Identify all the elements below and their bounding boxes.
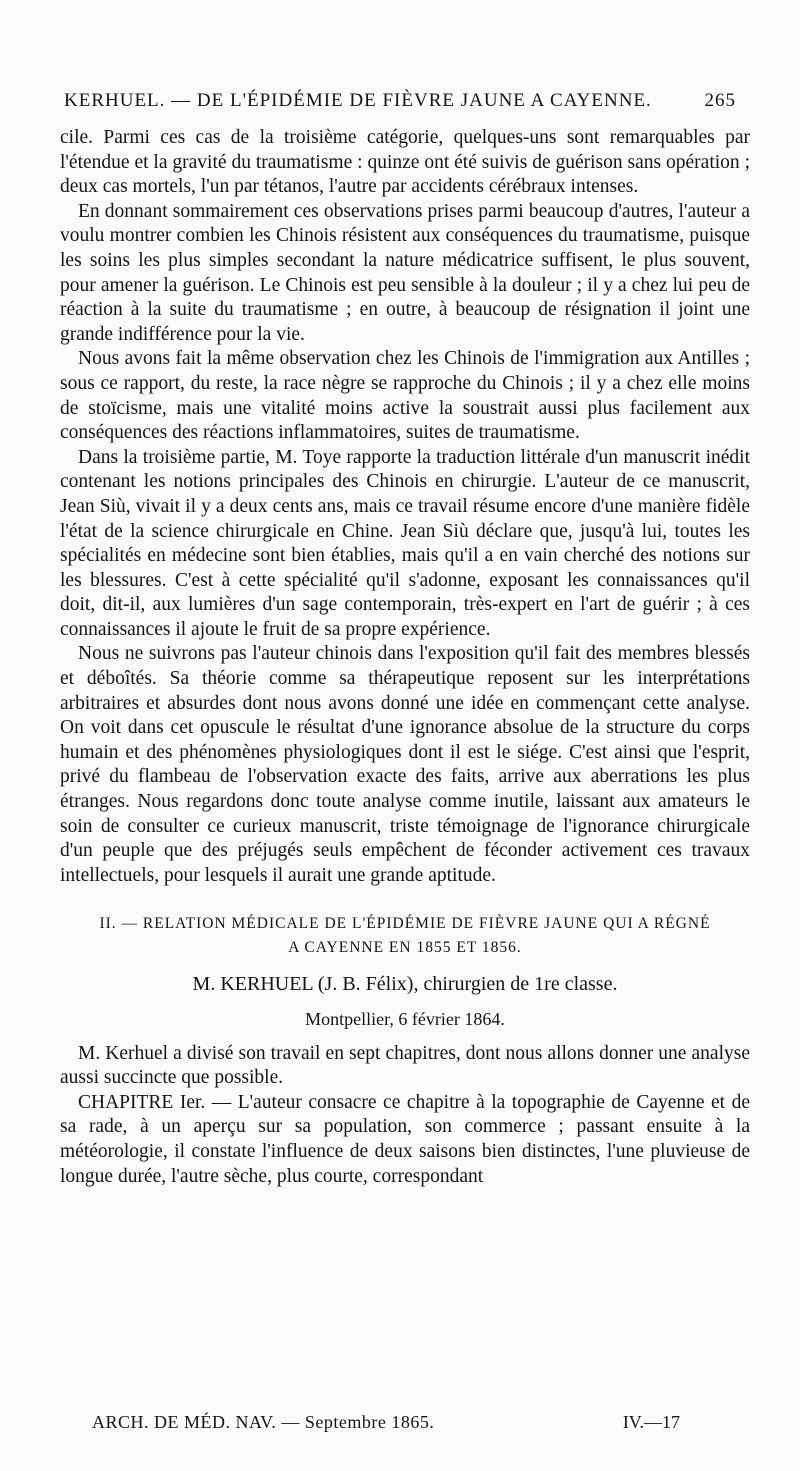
header-title: KERHUEL. — DE L'ÉPIDÉMIE DE FIÈVRE JAUNE A CAYENNE. (64, 90, 652, 111)
paragraph-7: CHAPITRE Ier. — L'auteur consacre ce chapitre à la topographie de Cayenne et de sa rade, à un aperçu sur sa population, son commerce ; passant ensuite à la météorologie, il constate l'influence de deux saisons bien distinctes, l'une pluvieuse de longue durée, l'autre sèche, plus courte, correspondant (60, 1091, 750, 1187)
paragraph-4: Dans la troisième partie, M. Toye rapporte la traduction littérale d'un manuscrit inédit contenant les notions principales des Chinois en chirurgie. L'auteur de ce manuscrit, Jean Siù, vivait il y a deux cents ans, mais ce travail résume encore d'une manière fidèle l'état de la science chirurgicale en Chine. Jean Siù déclare que, jusqu'à lui, toutes les spécialités en médecine sont bien établies, mais qu'il a en vain cherché des notions sur les blessures. C'est à cette spécialité qu'il s'adonne, exposant les connaissances qu'il doit, dit-il, aux lumières d'un sage contemporain, très-expert en l'art de guérir ; à ces connaissances il ajoute le fruit de sa propre expérience. (60, 446, 750, 640)
section-place-date: Montpellier, 6 février 1864. (305, 1009, 505, 1029)
paragraph-3: Nous avons fait la même observation chez les Chinois de l'immigration aux Antilles ; sous ce rapport, du reste, la race nègre se rapproche du Chinois ; il y a chez elle moins de stoïcisme, mais une vitalité moins active la soustrait aussi plus facilement aux conséquences des réactions inflammatoires, suites de traumatisme. (60, 348, 750, 444)
paragraph-5: Nous ne suivrons pas l'auteur chinois dans l'exposition qu'il fait des membres blessés et déboîtés. Sa théorie comme sa thérapeutique reposent sur les interprétations arbitraires et absurdes dont nous avons donné une idée en commençant cette analyse. On voit dans cet opuscule le résultat d'une ignorance absolue de la structure du corps humain et des phénomènes physiologiques dont il est le siége. C'est ainsi que l'esprit, privé du flambeau de l'observation exacte des faits, arrive aux aberrations les plus étranges. Nous regardons donc toute analyse comme inutile, laissant aux amateurs le soin de consulter ce curieux manuscrit, triste témoignage de l'ignorance chirurgicale d'un peuple que des préjugés seuls empêchent de féconder activement ces travaux intellectuels, pour lesquels il aurait une grande aptitude. (60, 643, 750, 886)
page-number: 265 (704, 90, 736, 111)
journal-reference: ARCH. DE MÉD. NAV. — Septembre 1865. (92, 1412, 435, 1432)
section-author: M. KERHUEL (J. B. Félix), chirurgien de 1re classe. (192, 973, 618, 996)
paragraph-2: En donnant sommairement ces observations prises parmi beaucoup d'autres, l'auteur a voulu montrer combien les Chinois résistent aux conséquences du traumatisme, puisque les soins les plus simples secondant la nature médicatrice suffisent, le plus souvent, pour amener la guérison. Le Chinois est peu sensible à la douleur ; il y a chez lui peu de réaction à la suite du traumatisme ; en outre, à beaucoup de résignation il joint une grande indifférence pour la vie. (60, 200, 750, 345)
body-text (60, 126, 750, 1189)
section-heading-line-2: A CAYENNE EN 1855 ET 1856. (288, 939, 522, 957)
running-header (64, 90, 736, 112)
paragraph-6: M. Kerhuel a divisé son travail en sept chapitres, dont nous allons donner une analyse aussi succincte que possible. (60, 1042, 750, 1089)
paragraph-1: cile. Parmi ces cas de la troisième catégorie, quelques-uns sont remarquables par l'étendue et la gravité du traumatisme : quinze ont été suivis de guérison sans opération ; deux cas mortels, l'un par tétanos, l'autre par accidents cérébraux intenses. (60, 127, 750, 198)
section-heading: II. — RELATION MÉDICALE DE L'ÉPIDÉMIE DE FIÈVRE JAUNE QUI A RÉGNÉ (99, 915, 711, 933)
signature-mark: IV.—17 (622, 1412, 680, 1432)
page-footer (92, 1412, 680, 1433)
